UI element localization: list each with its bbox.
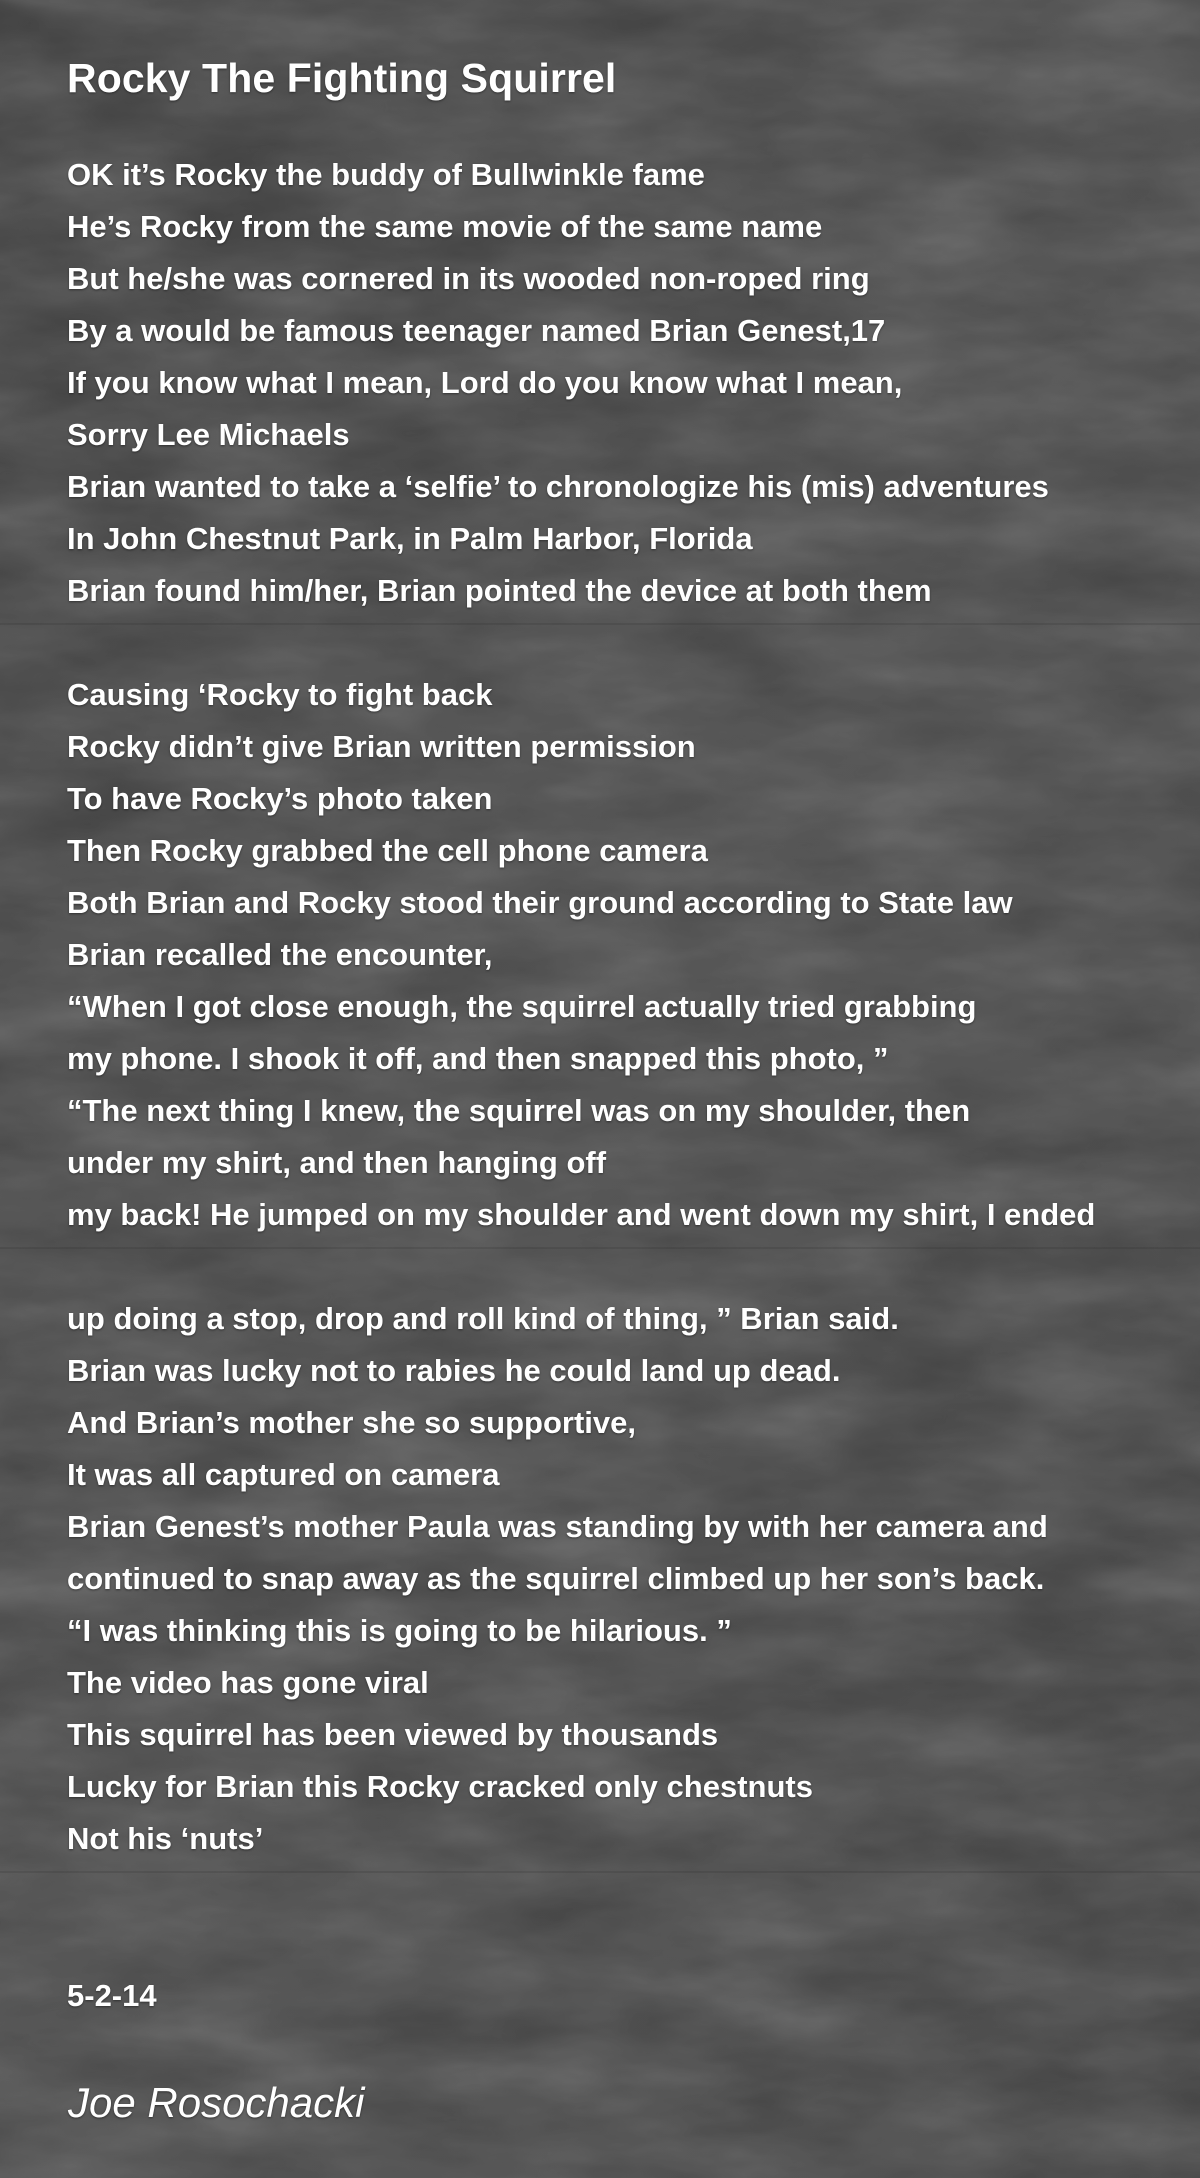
poem-line: Lucky for Brian this Rocky cracked only chestnuts xyxy=(67,1769,813,1804)
poem-line: OK it’s Rocky the buddy of Bullwinkle fame xyxy=(67,157,705,192)
poem-line: Brian was lucky not to rabies he could land up dead. xyxy=(67,1353,841,1388)
poem-line: Brian Genest’s mother Paula was standing by with her camera and xyxy=(67,1509,1048,1544)
poem-line: Then Rocky grabbed the cell phone camera xyxy=(67,833,708,868)
stanza xyxy=(67,1293,1048,1865)
poem-line: up doing a stop, drop and roll kind of thing, ” Brian said. xyxy=(67,1301,899,1336)
poem-line: Not his ‘nuts’ xyxy=(67,1821,264,1856)
poem-line: In John Chestnut Park, in Palm Harbor, Florida xyxy=(67,521,753,556)
poem-line: under my shirt, and then hanging off xyxy=(67,1145,607,1180)
poem-line: It was all captured on camera xyxy=(67,1457,500,1492)
poem-line: Brian found him/her, Brian pointed the device at both them xyxy=(67,573,932,608)
poem-date: 5-2-14 xyxy=(67,1978,157,2013)
poem-line: The video has gone viral xyxy=(67,1665,429,1700)
poem-line: But he/she was cornered in its wooded non-roped ring xyxy=(67,261,870,296)
poem-line: “The next thing I knew, the squirrel was on my shoulder, then xyxy=(67,1093,971,1128)
poem-line: my phone. I shook it off, and then snapped this photo, ” xyxy=(67,1041,889,1076)
stanza xyxy=(67,669,1095,1241)
poem-line: And Brian’s mother she so supportive, xyxy=(67,1405,637,1440)
poem-line: He’s Rocky from the same movie of the same name xyxy=(67,209,823,244)
poem-line: This squirrel has been viewed by thousands xyxy=(67,1717,719,1752)
stanza xyxy=(67,149,1049,617)
poem-line: “When I got close enough, the squirrel actually tried grabbing xyxy=(67,989,977,1024)
poem-title: Rocky The Fighting Squirrel xyxy=(67,55,617,101)
poem-line: Brian recalled the encounter, xyxy=(67,937,493,972)
poem-line: If you know what I mean, Lord do you know what I mean, xyxy=(67,365,903,400)
poem-author: Joe Rosochacki xyxy=(68,2079,365,2126)
poem-line: To have Rocky’s photo taken xyxy=(67,781,493,816)
poem-line: Both Brian and Rocky stood their ground according to State law xyxy=(67,885,1013,920)
poem-line: Rocky didn’t give Brian written permission xyxy=(67,729,696,764)
poem-line: By a would be famous teenager named Brian Genest,17 xyxy=(67,313,886,348)
poem-line: continued to snap away as the squirrel climbed up her son’s back. xyxy=(67,1561,1045,1596)
poem-line: Causing ‘Rocky to fight back xyxy=(67,677,493,712)
poem-line: Sorry Lee Michaels xyxy=(67,417,350,452)
poem-line: “I was thinking this is going to be hilarious. ” xyxy=(67,1613,732,1648)
poem-line: my back! He jumped on my shoulder and went down my shirt, I ended xyxy=(67,1197,1096,1232)
poem-line: Brian wanted to take a ‘selfie’ to chronologize his (mis) adventures xyxy=(67,469,1049,504)
